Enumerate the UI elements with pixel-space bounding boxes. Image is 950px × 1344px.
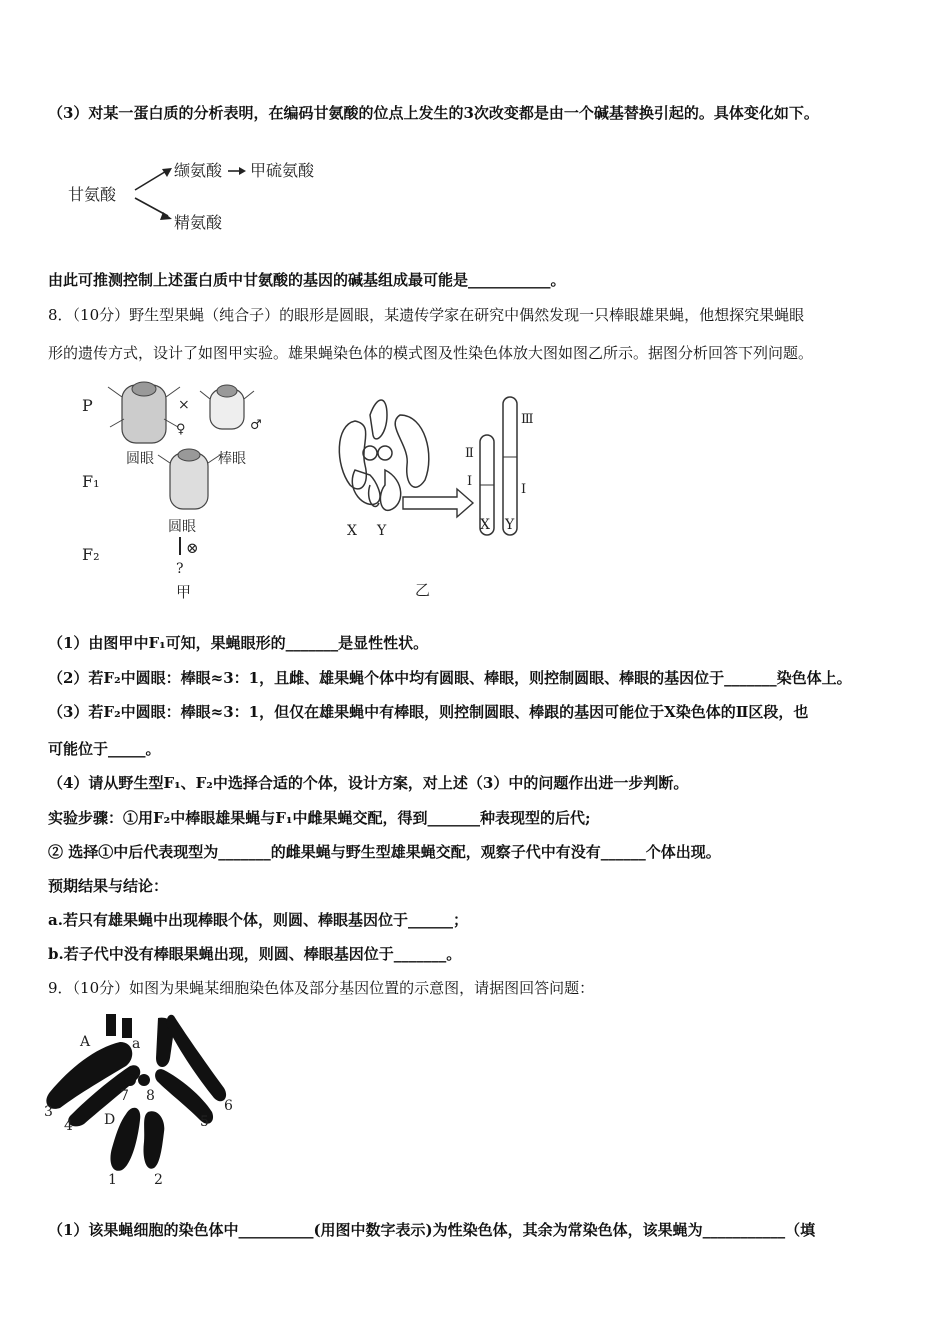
q8-result-a: a.若只有雄果蝇中出现棒眼个体，则圆、棒眼基因位于______； xyxy=(48,911,468,929)
male-karyotype-image xyxy=(339,400,429,510)
chromosome-8-label: 8 xyxy=(146,1088,155,1104)
q8-step-1: 实验步骤：①用F₂中棒眼雄果蝇与F₁中雌果蝇交配，得到_______种表现型的后代; xyxy=(48,809,591,827)
cross-symbol: × xyxy=(178,397,190,413)
p-round-eye-label: 圆眼 xyxy=(126,451,154,467)
diagram-upper-label: 缬氨酸 xyxy=(174,161,223,180)
diagram-lower-label: 精氨酸 xyxy=(174,213,223,232)
male-bar-eye-fly-image xyxy=(200,385,254,429)
q8-result-b: b.若子代中没有棒眼果蝇出现，则圆、棒眼基因位于_______。 xyxy=(48,945,462,963)
chromosome-top-left-b xyxy=(122,1018,132,1038)
karyotype-x-label: X xyxy=(347,523,357,539)
q8-part-3a: （3）若F₂中圆眼：棒眼≈3：1，但仅在雄果蝇中有棒眼，则控制圆眼、棒跟的基因可能位于X染色体的Ⅱ区段，也 xyxy=(48,703,809,721)
figure-yi-caption: 乙 xyxy=(415,581,431,599)
generation-f1-label: F₁ xyxy=(82,472,100,491)
self-cross-symbol: ⊗ xyxy=(186,539,199,557)
chromosome-8 xyxy=(138,1074,150,1086)
q8-step-2: ② 选择①中后代表现型为_______的雌果蝇与野生型雄果蝇交配，观察子代中有没有______个体出现。 xyxy=(48,843,721,861)
generation-f2-label: F₂ xyxy=(82,545,100,564)
f1-round-eye-label: 圆眼 xyxy=(168,519,196,535)
q9-part-1: （1）该果蝇细胞的染色体中__________(用图中数字表示)为性染色体，其余为常染色体，该果蝇为___________（填 xyxy=(48,1221,816,1239)
chromosome-6-label: 6 xyxy=(224,1098,233,1114)
karyotype-y-label: Y xyxy=(377,523,387,539)
q9-stem: 9．（10分）如图为果蝇某细胞染色体及部分基因位置的示意图，请据图回答问题： xyxy=(48,979,595,997)
gene-D-label: D xyxy=(104,1112,116,1128)
generation-p-label: P xyxy=(82,396,93,415)
female-round-eye-fly-image xyxy=(108,382,180,443)
q8-expect: 预期结果与结论： xyxy=(48,877,169,895)
q8-stem-1: 8．（10分）野生型果蝇（纯合子）的眼形是圆眼，某遗传学家在研究中偶然发现一只棒眼雄果蝇，他想探究果蝇眼 xyxy=(48,306,805,324)
q8-part-2: （2）若F₂中圆眼：棒眼≈3：1，且雌、雄果蝇个体中均有圆眼、棒眼，则控制圆眼、棒眼的基因位于_______染色体上。 xyxy=(48,669,852,687)
q7-intro: （3）对某一蛋白质的分析表明，在编码甘氨酸的位点上发生的3次改变都是由一个碱基替换引起的。具体变化如下。 xyxy=(48,104,819,122)
diagram-upper-next-label: 甲硫氨酸 xyxy=(250,161,315,180)
chromosome-7-label: 7 xyxy=(120,1088,129,1104)
segment-i-left-label: I xyxy=(467,474,473,489)
male-symbol: ♂ xyxy=(250,418,262,433)
segment-iii-label: Ⅲ xyxy=(521,412,534,427)
figure-jia-caption: 甲 xyxy=(176,583,192,601)
figure-q9-chromosome-diagram xyxy=(40,1008,250,1193)
diagram-source-label: 甘氨酸 xyxy=(68,185,117,204)
y-chromosome-enlarged xyxy=(503,397,517,535)
enlarge-arrow xyxy=(403,489,473,517)
chromosome-2 xyxy=(143,1111,164,1168)
q8-part-3b: 可能位于_____。 xyxy=(48,740,161,758)
chromosome-2-label: 2 xyxy=(154,1172,163,1188)
chromosome-7 xyxy=(124,1074,136,1086)
q8-part-4: （4）请从野生型F₁、F₂中选择合适的个体，设计方案，对上述（3）中的问题作出进一步判断。 xyxy=(48,774,689,792)
arrow-up-line xyxy=(135,170,168,190)
q8-stem-2: 形的遗传方式，设计了如图甲实验。雄果蝇染色体的模式图及性染色体放大图如图乙所示。据图分析回答下列问题。 xyxy=(48,344,814,362)
f1-round-eye-fly-image xyxy=(158,449,220,509)
q8-part-1: （1）由图甲中F₁可知，果蝇眼形的_______是显性性状。 xyxy=(48,634,429,652)
q7-question: 由此可推测控制上述蛋白质中甘氨酸的基因的碱基组成最可能是___________。 xyxy=(48,271,566,289)
figure-jia-cross-diagram xyxy=(72,375,272,605)
figure-yi-chromosome-diagram xyxy=(315,385,545,603)
chromosome-4-label: 4 xyxy=(64,1118,73,1134)
chromosome-1-label: 1 xyxy=(108,1172,117,1188)
chromosome-top-left-a xyxy=(106,1014,116,1036)
p-bar-eye-label: 棒眼 xyxy=(218,451,246,467)
chromosome-3-label: 3 xyxy=(44,1104,53,1120)
segment-i-right-label: I xyxy=(521,482,527,497)
arrow-right-head xyxy=(239,167,246,175)
amino-acid-change-diagram xyxy=(60,150,350,245)
chromosome-5-label: 5 xyxy=(200,1114,209,1130)
female-symbol: ♀ xyxy=(176,422,186,437)
gene-A-label: A xyxy=(80,1034,91,1050)
f2-unknown-label: ? xyxy=(176,561,184,577)
segment-ii-label: Ⅱ xyxy=(465,446,474,461)
gene-a-label: a xyxy=(132,1036,141,1052)
enlarged-x-label: X xyxy=(480,517,490,533)
enlarged-y-label: Y xyxy=(505,517,515,533)
